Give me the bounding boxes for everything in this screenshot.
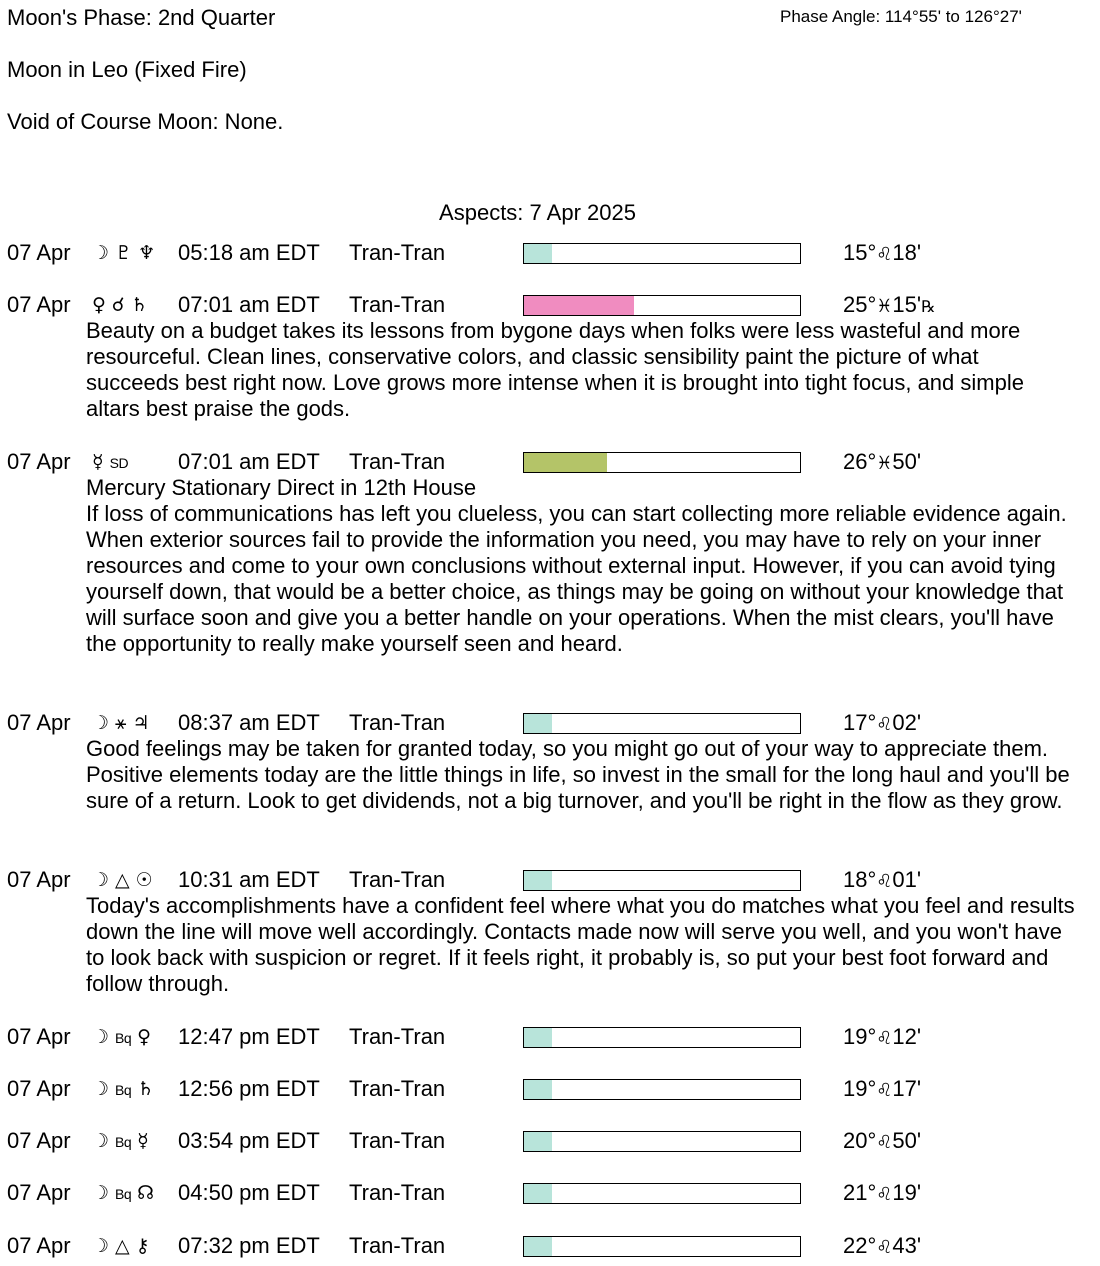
position-minutes: 43' [892,1233,922,1258]
moon-icon: ☽ [92,1235,110,1257]
aspect-time: 10:31 am EDT [178,867,320,892]
strength-bar [523,452,801,473]
strength-bar [523,1027,801,1048]
position-minutes: 50' [892,1128,922,1153]
zodiac-position [843,1233,921,1261]
station-direct-icon: SD [109,455,129,471]
position-minutes: 19' [892,1180,922,1205]
trine-icon: △ [115,869,130,891]
aspect-entry [0,240,1100,266]
pisces-icon: ♓ [876,453,893,474]
aspect-glyphs [92,449,134,476]
aspect-entry [0,710,1100,814]
aspect-header-line [0,240,1100,266]
position-degree: 19° [843,1076,877,1101]
position-minutes: 50' [892,449,922,474]
aspect-header-line [0,449,1100,475]
aspect-date: 07 Apr [7,1180,71,1205]
moon-icon: ☽ [92,1026,110,1048]
strength-bar-fill [524,1184,552,1203]
position-degree: 25° [843,292,877,317]
sextile-icon: ⚹ [115,712,127,734]
aspect-entry [0,867,1100,997]
aspect-time: 04:50 pm EDT [178,1180,320,1205]
strength-bar-fill [524,1132,552,1151]
aspect-description: Good feelings may be taken for granted today, so you might go out of your way to appreciate them. Positive elements today are the little things in life, so invest in the small for the long haul and you'll be sure of a return. Look to get dividends, not a big turnover, and you'll be right in the flow as they grow. [86,736,1070,813]
aspect-time: 07:32 pm EDT [178,1233,320,1258]
aspect-date: 07 Apr [7,867,71,892]
moon-icon: ☽ [92,712,110,734]
aspect-type: Tran-Tran [349,449,446,474]
leo-icon: ♌ [876,1028,893,1049]
moon-icon: ☽ [92,242,110,264]
void-of-course: Void of Course Moon: None. [7,109,284,134]
strength-bar-fill [524,1080,552,1099]
zodiac-position [843,1024,921,1052]
pisces-icon: ♓ [876,296,893,317]
strength-bar [523,1236,801,1257]
aspect-entry [0,1024,1100,1050]
retrograde-icon: ℞ [921,297,936,316]
aspect-time: 07:01 am EDT [178,292,320,317]
aspect-type: Tran-Tran [349,1233,446,1258]
position-minutes: 12' [892,1024,922,1049]
zodiac-position [843,1180,921,1208]
zodiac-position [843,867,921,895]
phase-angle: Phase Angle: 114°55' to 126°27' [780,7,1022,26]
position-degree: 18° [843,867,877,892]
aspect-type: Tran-Tran [349,1024,446,1049]
biquintile-icon: Bq [115,1082,132,1098]
moon-icon: ☽ [92,1078,110,1100]
strength-bar [523,243,801,264]
aspect-date: 07 Apr [7,1233,71,1258]
aspect-date: 07 Apr [7,1128,71,1153]
strength-bar [523,870,801,891]
strength-bar-fill [524,714,552,733]
biquintile-icon: Bq [115,1030,132,1046]
aspect-date: 07 Apr [7,449,71,474]
aspect-time: 08:37 am EDT [178,710,320,735]
aspect-type: Tran-Tran [349,240,446,265]
aspect-date: 07 Apr [7,292,71,317]
aspect-type: Tran-Tran [349,1128,446,1153]
aspect-description: Today's accomplishments have a confident feel where what you do matches what you feel and results down the line will move well accordingly. Contacts made now will serve you well, and you won't have to look back with suspicion or regret. If it feels right, it probably is, so put your best foot forward and follow through. [86,893,1075,996]
aspect-title: Mercury Stationary Direct in 12th House [86,475,477,500]
position-degree: 19° [843,1024,877,1049]
position-degree: 20° [843,1128,877,1153]
aspect-date: 07 Apr [7,1024,71,1049]
strength-bar-fill [524,244,552,263]
chiron-icon: ⚷ [135,1235,150,1257]
aspect-header-line [0,1128,1100,1154]
leo-icon: ♌ [876,1184,893,1205]
strength-bar-fill [524,871,552,890]
aspect-date: 07 Apr [7,240,71,265]
aspect-header-line [0,1180,1100,1206]
saturn-icon: ♄ [130,294,148,316]
aspect-header-line [0,1076,1100,1102]
aspect-time: 07:01 am EDT [178,449,320,474]
aspect-header-line [0,867,1100,893]
aspect-glyphs [92,1076,160,1103]
aspect-entry [0,1233,1100,1259]
jupiter-icon: ♃ [132,712,150,734]
aspect-glyphs [92,1024,157,1051]
biquintile-icon: Bq [115,1186,132,1202]
aspect-glyphs [92,292,154,318]
position-minutes: 02' [892,710,922,735]
saturn-icon: ♄ [137,1078,155,1100]
aspect-entry [0,449,1100,657]
strength-bar-fill [524,296,634,315]
conjunction-icon: ☌ [111,294,125,316]
venus-icon: ♀ [92,294,106,316]
mercury-icon: ☿ [137,1130,149,1152]
quincunx-icon: ♇ [115,242,133,264]
aspect-header-line [0,1024,1100,1050]
aspect-header-line [0,710,1100,736]
position-minutes: 17' [892,1076,922,1101]
mercury-icon: ☿ [92,451,104,473]
zodiac-position [843,1076,921,1104]
zodiac-position [843,710,921,738]
aspect-type: Tran-Tran [349,292,446,317]
aspect-entry [0,292,1100,422]
aspect-type: Tran-Tran [349,1076,446,1101]
position-degree: 17° [843,710,877,735]
aspect-time: 12:47 pm EDT [178,1024,320,1049]
biquintile-icon: Bq [115,1134,132,1150]
aspect-date: 07 Apr [7,1076,71,1101]
aspect-glyphs [92,240,161,266]
zodiac-position [843,240,921,268]
aspect-type: Tran-Tran [349,1180,446,1205]
moon-icon: ☽ [92,1182,110,1204]
leo-icon: ♌ [876,871,893,892]
strength-bar [523,295,801,316]
moon-icon: ☽ [92,869,110,891]
position-minutes: 01' [892,867,922,892]
strength-bar [523,713,801,734]
venus-icon: ♀ [137,1026,152,1048]
strength-bar [523,1131,801,1152]
aspect-description: If loss of communications has left you clueless, you can start collecting more reliable evidence again. When exterior sources fail to provide the information you need, you may have to rely on your inner resources and come to your own conclusions without external input. However, if you can avoid tying yourself down, that would be a better choice, as things may be going on without your knowledge that will surface soon and give you a better handle on your operations. When the mist clears, you'll have the opportunity to really make yourself seen and heard. [86,501,1067,656]
leo-icon: ♌ [876,1132,893,1153]
aspect-type: Tran-Tran [349,867,446,892]
position-degree: 15° [843,240,877,265]
aspect-entry [0,1076,1100,1102]
moon-phase: Moon's Phase: 2nd Quarter [7,5,276,30]
sun-icon: ☉ [135,869,153,891]
neptune-icon: ♆ [138,242,156,264]
zodiac-position [843,449,921,477]
aspect-header-line [0,1233,1100,1259]
aspect-glyphs [92,1233,156,1259]
aspect-time: 12:56 pm EDT [178,1076,320,1101]
aspect-header-line [0,292,1100,318]
strength-bar-fill [524,1028,552,1047]
moon-sign: Moon in Leo (Fixed Fire) [7,57,247,82]
north-node-icon: ☊ [137,1182,155,1204]
strength-bar [523,1183,801,1204]
strength-bar [523,1079,801,1100]
position-minutes: 18' [892,240,922,265]
aspect-glyphs [92,710,156,736]
strength-bar-fill [524,1237,552,1256]
aspect-description: Beauty on a budget takes its lessons from bygone days when folks were less wasteful and more resourceful. Clean lines, conservative colors, and classic sensibility paint the picture of what succeeds best right now. Love grows more intense when it is brought into tight focus, and simple altars best praise the gods. [86,318,1024,421]
leo-icon: ♌ [876,244,893,265]
position-degree: 22° [843,1233,877,1258]
position-minutes: 15' [892,292,922,317]
aspect-date: 07 Apr [7,710,71,735]
aspect-type: Tran-Tran [349,710,446,735]
aspect-glyphs [92,867,159,893]
zodiac-position [843,292,935,320]
moon-icon: ☽ [92,1130,110,1152]
strength-bar-fill [524,453,607,472]
zodiac-position [843,1128,921,1156]
position-degree: 26° [843,449,877,474]
trine-icon: △ [115,1235,130,1257]
aspect-time: 05:18 am EDT [178,240,320,265]
aspect-entry [0,1128,1100,1154]
leo-icon: ♌ [876,714,893,735]
leo-icon: ♌ [876,1080,893,1101]
aspects-title: Aspects: 7 Apr 2025 [439,200,636,225]
leo-icon: ♌ [876,1237,893,1258]
aspect-glyphs [92,1128,155,1155]
position-degree: 21° [843,1180,877,1205]
aspect-entry [0,1180,1100,1206]
aspect-time: 03:54 pm EDT [178,1128,320,1153]
aspect-glyphs [92,1180,160,1207]
